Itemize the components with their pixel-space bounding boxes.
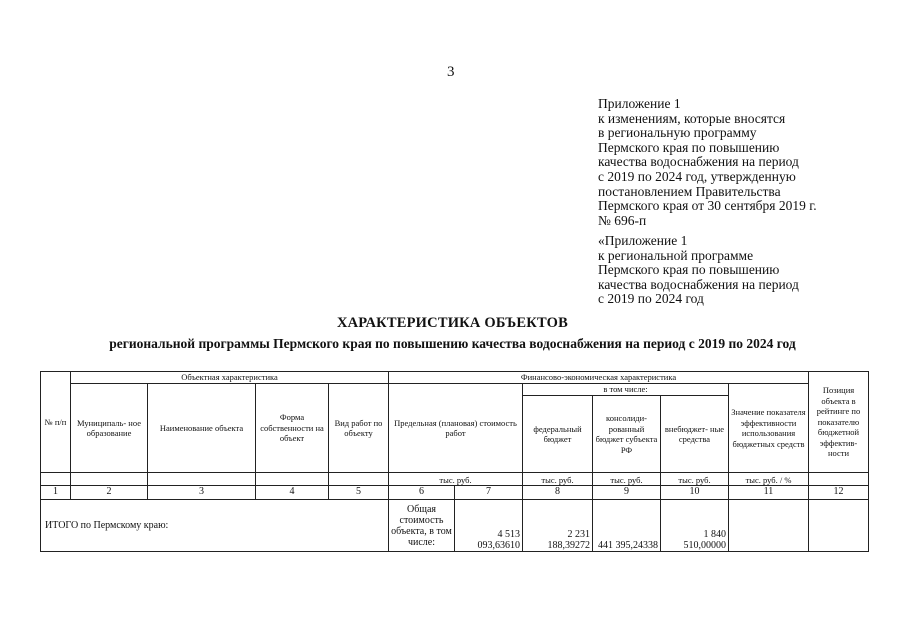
header-extrabudget: внебюджет- ные средства: [661, 396, 729, 473]
unit-cost: тыс. руб.: [389, 473, 523, 486]
column-number: 2: [71, 486, 148, 500]
appendix-note-line: № 696-п: [598, 212, 647, 228]
header-consolidated: консолиди- рованный бюджет субъекта РФ: [593, 396, 661, 473]
appendix-note-line: Пермского края по повышению: [598, 139, 780, 155]
unit-consolidated: тыс. руб.: [593, 473, 661, 486]
header-finance-group: Финансово-экономическая характеристика: [389, 372, 809, 384]
column-number: 6: [389, 486, 455, 500]
unit-federal: тыс. руб.: [523, 473, 593, 486]
total-consolidated-value: 441 395,24338: [593, 500, 661, 552]
unit-extrabudget: тыс. руб.: [661, 473, 729, 486]
column-number: 11: [729, 486, 809, 500]
appendix-quote-line: качества водоснабжения на период: [598, 276, 799, 292]
column-number: 5: [329, 486, 389, 500]
document-title: ХАРАКТЕРИСТИКА ОБЪЕКТОВ: [336, 315, 569, 331]
document-subtitle: региональной программы Пермского края по повышению качества водоснабжения на период с 2019 по 2024 год: [109, 336, 796, 351]
unit-efficiency: тыс. руб. / %: [729, 473, 809, 486]
header-max-cost: Предельная (плановая) стоимость работ: [389, 384, 523, 473]
column-number: 4: [256, 486, 329, 500]
appendix-note-line: постановлением Правительства: [598, 183, 781, 199]
header-efficiency: Значение показателя эффективности использования бюджетных средств: [729, 384, 809, 473]
column-number: 7: [455, 486, 523, 500]
appendix-quote-line: «Приложение 1: [598, 233, 688, 248]
appendix-quote-line: с 2019 по 2024 год: [598, 291, 704, 307]
objects-table: [40, 371, 869, 552]
header-object-group: Объектная характеристика: [71, 372, 389, 384]
column-number: 8: [523, 486, 593, 500]
header-including: в том числе:: [523, 384, 729, 396]
column-number-row: [41, 486, 869, 500]
appendix-note: [598, 97, 817, 228]
total-extrabudget-value: 1 840 510,00000: [661, 500, 729, 552]
header-object-name: Наименование объекта: [148, 384, 256, 473]
page-number: 3: [447, 64, 455, 80]
header-municipality: Муниципаль- ное образование: [71, 384, 148, 473]
header-rating: Позиция объекта в рейтинге по показателю бюджетной эффектив- ности: [809, 372, 869, 473]
appendix-quote-line: к региональной программе: [598, 247, 754, 263]
total-label: ИТОГО по Пермскому краю:: [41, 500, 389, 552]
header-work-type: Вид работ по объекту: [329, 384, 389, 473]
appendix-note-line: Пермского края от 30 сентября 2019 г.: [598, 198, 817, 214]
total-cost-description: Общая стоимость объекта, в том числе:: [389, 500, 455, 552]
appendix-note-line: Приложение 1: [598, 96, 681, 111]
appendix-quote-line: Пермского края по повышению: [598, 262, 780, 278]
total-federal-value: 2 231 188,39272: [523, 500, 593, 552]
header-ownership: Форма собственности на объект: [256, 384, 329, 473]
appendix-note-line: к изменениям, которые вносятся: [598, 110, 786, 126]
column-number: 3: [148, 486, 256, 500]
appendix-note-line: с 2019 по 2024 год, утвержденную: [598, 168, 796, 184]
column-number: 12: [809, 486, 869, 500]
column-number: 1: [41, 486, 71, 500]
header-federal: федеральный бюджет: [523, 396, 593, 473]
total-row: [41, 500, 869, 552]
appendix-quote: [598, 234, 799, 307]
appendix-note-line: в региональную программу: [598, 125, 757, 141]
total-cost-value: 4 513 093,63610: [455, 500, 523, 552]
appendix-note-line: качества водоснабжения на период: [598, 154, 799, 170]
header-no: № п/п: [41, 372, 71, 473]
column-number: 10: [661, 486, 729, 500]
column-number: 9: [593, 486, 661, 500]
